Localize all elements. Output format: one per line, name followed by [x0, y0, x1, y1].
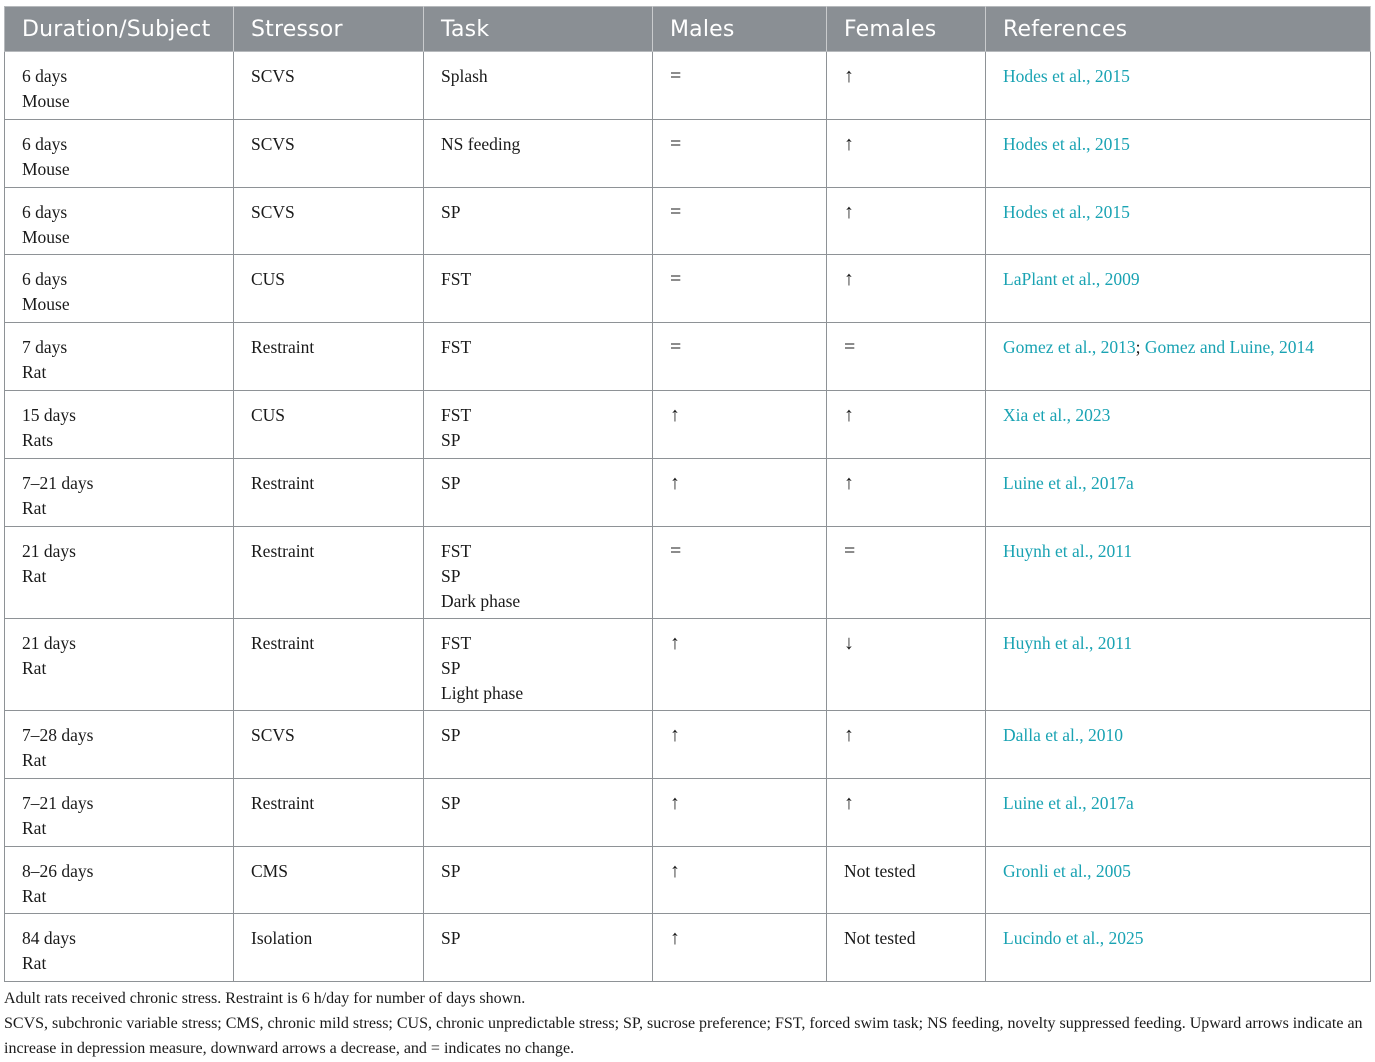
cell-duration-subject	[5, 527, 234, 619]
table-row	[5, 391, 1371, 459]
cell-males: =	[653, 120, 827, 188]
cell-males: ↑	[653, 779, 827, 847]
task-text: SP	[441, 725, 461, 745]
duration-text: 7–21 days	[22, 473, 94, 493]
header-references: References	[986, 7, 1371, 52]
cell-stressor: SCVS	[234, 711, 424, 779]
cell-males: ↑	[653, 711, 827, 779]
cell-females: Not tested	[827, 914, 986, 982]
task-text: SP	[441, 658, 461, 678]
cell-males: =	[653, 323, 827, 391]
cell-stressor: Restraint	[234, 459, 424, 527]
task-text: SP	[441, 430, 461, 450]
task-text: NS feeding	[441, 134, 521, 154]
stress-table	[4, 6, 1371, 982]
cell-stressor: Isolation	[234, 914, 424, 982]
cell-females: =	[827, 323, 986, 391]
cell-task	[424, 847, 653, 914]
duration-text: 7–21 days	[22, 793, 94, 813]
cell-stressor: CMS	[234, 847, 424, 914]
cell-references	[986, 779, 1371, 847]
task-text: Splash	[441, 66, 488, 86]
cell-females: =	[827, 527, 986, 619]
header-row	[5, 7, 1371, 52]
cell-references	[986, 120, 1371, 188]
header-duration-subject: Duration/Subject	[5, 7, 234, 52]
reference-link[interactable]: Huynh et al., 2011	[1003, 541, 1133, 561]
cell-duration-subject	[5, 255, 234, 323]
task-text: SP	[441, 202, 461, 222]
task-text: SP	[441, 793, 461, 813]
cell-stressor: Restraint	[234, 527, 424, 619]
duration-text: 7–28 days	[22, 725, 94, 745]
cell-duration-subject	[5, 914, 234, 982]
subject-text: Mouse	[22, 91, 70, 111]
duration-text: 15 days	[22, 405, 76, 425]
reference-separator: ;	[1135, 337, 1145, 357]
cell-duration-subject	[5, 711, 234, 779]
reference-link[interactable]: Huynh et al., 2011	[1003, 633, 1133, 653]
cell-females: ↑	[827, 711, 986, 779]
cell-females: ↑	[827, 188, 986, 255]
table-row	[5, 847, 1371, 914]
task-text: SP	[441, 928, 461, 948]
reference-link[interactable]: Hodes et al., 2015	[1003, 66, 1130, 86]
cell-references	[986, 459, 1371, 527]
reference-link[interactable]: Luine et al., 2017a	[1003, 793, 1134, 813]
table-row	[5, 255, 1371, 323]
table-row	[5, 459, 1371, 527]
cell-duration-subject	[5, 459, 234, 527]
cell-task	[424, 255, 653, 323]
subject-text: Rats	[22, 430, 54, 450]
cell-references	[986, 391, 1371, 459]
header-females: Females	[827, 7, 986, 52]
task-text: FST	[441, 541, 472, 561]
cell-references	[986, 323, 1371, 391]
task-text: FST	[441, 337, 472, 357]
table-row	[5, 619, 1371, 711]
cell-references	[986, 255, 1371, 323]
task-text: FST	[441, 633, 472, 653]
subject-text: Mouse	[22, 294, 70, 314]
cell-stressor: Restraint	[234, 323, 424, 391]
subject-text: Rat	[22, 750, 47, 770]
cell-references	[986, 527, 1371, 619]
cell-task	[424, 527, 653, 619]
subject-text: Rat	[22, 658, 47, 678]
table-row	[5, 188, 1371, 255]
cell-duration-subject	[5, 323, 234, 391]
cell-task	[424, 188, 653, 255]
cell-duration-subject	[5, 847, 234, 914]
duration-text: 84 days	[22, 928, 76, 948]
duration-text: 6 days	[22, 269, 68, 289]
cell-males: ↑	[653, 619, 827, 711]
cell-males: ↑	[653, 914, 827, 982]
table-footnotes	[4, 986, 1372, 1061]
cell-task	[424, 323, 653, 391]
cell-females: ↑	[827, 52, 986, 120]
table-row	[5, 120, 1371, 188]
reference-link[interactable]: Xia et al., 2023	[1003, 405, 1111, 425]
cell-duration-subject	[5, 188, 234, 255]
subject-text: Rat	[22, 362, 47, 382]
cell-females: Not tested	[827, 847, 986, 914]
subject-text: Rat	[22, 886, 47, 906]
subject-text: Mouse	[22, 159, 70, 179]
cell-duration-subject	[5, 52, 234, 120]
cell-females: ↓	[827, 619, 986, 711]
table-row	[5, 914, 1371, 982]
reference-link[interactable]: Gomez et al., 2013	[1003, 337, 1136, 357]
cell-references	[986, 619, 1371, 711]
reference-link[interactable]: Hodes et al., 2015	[1003, 202, 1130, 222]
subject-text: Rat	[22, 498, 47, 518]
reference-link[interactable]: Hodes et al., 2015	[1003, 134, 1130, 154]
cell-stressor: Restraint	[234, 779, 424, 847]
cell-task	[424, 619, 653, 711]
cell-males: =	[653, 52, 827, 120]
cell-males: ↑	[653, 847, 827, 914]
cell-males: ↑	[653, 391, 827, 459]
cell-males: ↑	[653, 459, 827, 527]
reference-link[interactable]: LaPlant et al., 2009	[1003, 269, 1140, 289]
task-text: SP	[441, 566, 461, 586]
header-males: Males	[653, 7, 827, 52]
reference-link[interactable]: Luine et al., 2017a	[1003, 473, 1134, 493]
reference-link[interactable]: Gomez and Luine, 2014	[1144, 337, 1315, 357]
cell-females: ↑	[827, 391, 986, 459]
header-task: Task	[424, 7, 653, 52]
cell-task	[424, 914, 653, 982]
cell-duration-subject	[5, 120, 234, 188]
duration-text: 7 days	[22, 337, 68, 357]
cell-task	[424, 711, 653, 779]
cell-duration-subject	[5, 619, 234, 711]
cell-task	[424, 52, 653, 120]
table-body	[5, 52, 1371, 982]
table-row	[5, 711, 1371, 779]
cell-task	[424, 391, 653, 459]
table-row	[5, 52, 1371, 120]
task-text: SP	[441, 861, 461, 881]
cell-task	[424, 779, 653, 847]
cell-males: =	[653, 255, 827, 323]
header-stressor: Stressor	[234, 7, 424, 52]
task-text: FST	[441, 405, 472, 425]
subject-text: Rat	[22, 566, 47, 586]
cell-males: =	[653, 188, 827, 255]
cell-females: ↑	[827, 459, 986, 527]
cell-references	[986, 847, 1371, 914]
cell-males: =	[653, 527, 827, 619]
task-text: FST	[441, 269, 472, 289]
duration-text: 21 days	[22, 541, 76, 561]
duration-text: 6 days	[22, 134, 68, 154]
footnote-line-1: Adult rats received chronic stress. Restraint is 6 h/day for number of days shown.	[4, 990, 526, 1007]
cell-stressor: SCVS	[234, 120, 424, 188]
task-text: SP	[441, 473, 461, 493]
cell-task	[424, 459, 653, 527]
subject-text: Rat	[22, 818, 47, 838]
reference-link[interactable]: Dalla et al., 2010	[1003, 725, 1124, 745]
cell-stressor: CUS	[234, 255, 424, 323]
cell-duration-subject	[5, 779, 234, 847]
cell-stressor: SCVS	[234, 52, 424, 120]
table-row	[5, 323, 1371, 391]
cell-females: ↑	[827, 255, 986, 323]
cell-references	[986, 188, 1371, 255]
duration-text: 6 days	[22, 202, 68, 222]
subject-text: Rat	[22, 953, 47, 973]
table-row	[5, 779, 1371, 847]
footnote-line-2: SCVS, subchronic variable stress; CMS, chronic mild stress; CUS, chronic unpredictable stress; SP, sucrose preference; FST, forced swim task; NS feeding, novelty suppressed feeding. Upward arrows indicate an increase in depression measure, downward arrows a decrease, and = indicates no change.	[4, 1015, 1363, 1057]
cell-references	[986, 52, 1371, 120]
task-text: Light phase	[441, 683, 524, 703]
task-text: Dark phase	[441, 591, 521, 611]
subject-text: Mouse	[22, 227, 70, 247]
cell-references	[986, 711, 1371, 779]
cell-task	[424, 120, 653, 188]
reference-link[interactable]: Lucindo et al., 2025	[1003, 928, 1144, 948]
cell-duration-subject	[5, 391, 234, 459]
cell-stressor: Restraint	[234, 619, 424, 711]
duration-text: 8–26 days	[22, 861, 94, 881]
cell-females: ↑	[827, 779, 986, 847]
table-container	[4, 6, 1370, 982]
reference-link[interactable]: Gronli et al., 2005	[1003, 861, 1131, 881]
table-row	[5, 527, 1371, 619]
duration-text: 6 days	[22, 66, 68, 86]
cell-stressor: SCVS	[234, 188, 424, 255]
cell-references	[986, 914, 1371, 982]
duration-text: 21 days	[22, 633, 76, 653]
cell-females: ↑	[827, 120, 986, 188]
cell-stressor: CUS	[234, 391, 424, 459]
